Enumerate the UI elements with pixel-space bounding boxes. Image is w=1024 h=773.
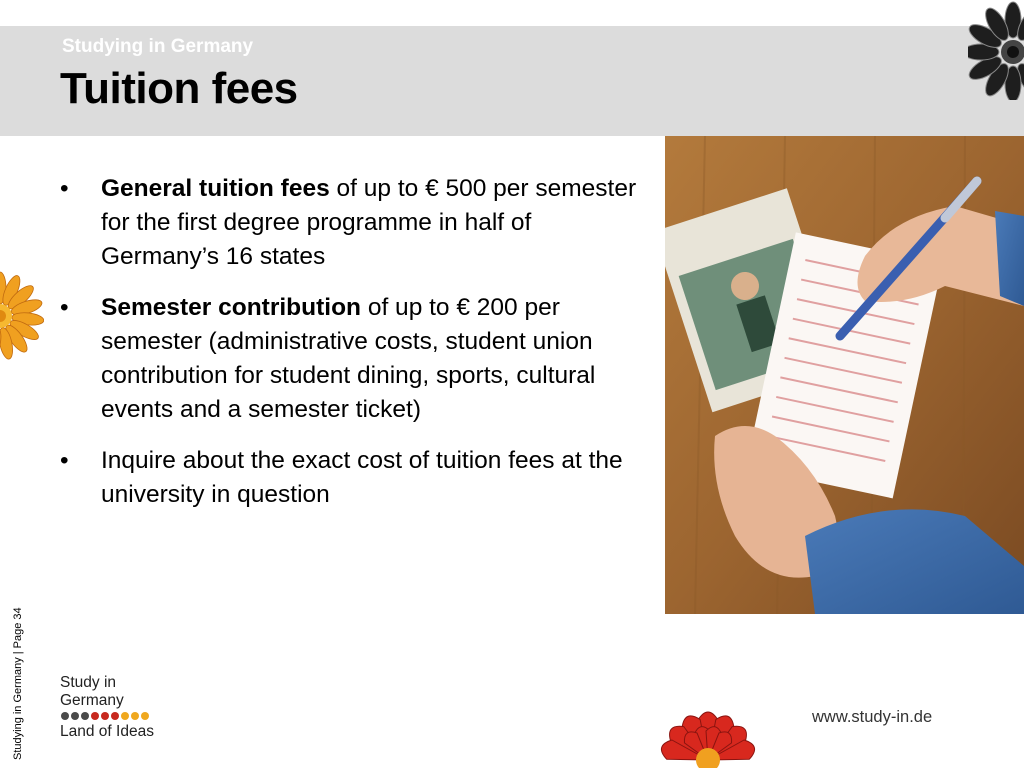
study-in-germany-logo	[60, 674, 170, 741]
list-item	[60, 291, 640, 427]
logo-dot	[81, 712, 89, 720]
logo-dot	[121, 712, 129, 720]
logo-line-2: Germany	[60, 692, 124, 709]
page-title: Tuition fees	[60, 64, 298, 113]
logo-dot	[71, 712, 79, 720]
photo-form-filling	[665, 136, 1024, 614]
bullet-text: Inquire about the exact cost of tuition fees at the university in question	[101, 447, 623, 508]
orange-flower-icon	[0, 268, 44, 373]
logo-dot	[91, 712, 99, 720]
black-flower-icon	[968, 0, 1024, 105]
bullet-list	[60, 172, 640, 529]
bullet-dot: •	[60, 447, 69, 474]
logo-dot	[111, 712, 119, 720]
logo-dots	[61, 712, 170, 720]
bullet-bold-text: General tuition fees	[101, 175, 330, 202]
red-flower-icon	[628, 690, 788, 773]
list-item	[60, 172, 640, 274]
logo-dot	[131, 712, 139, 720]
website-url: www.study-in.de	[812, 708, 933, 726]
logo-line-3: Land of Ideas	[60, 723, 154, 740]
section-kicker: Studying in Germany	[62, 36, 254, 57]
bullet-dot: •	[60, 294, 69, 321]
logo-dot	[141, 712, 149, 720]
bullet-dot: •	[60, 175, 69, 202]
list-item	[60, 444, 640, 512]
bullet-bold-text: Semester contribution	[101, 294, 362, 321]
page-number-label: Studying in Germany | Page 34	[12, 607, 24, 760]
logo-dot	[61, 712, 69, 720]
bullet-text: of up to € 200 per semester (administrative costs, student union contribution for student dining, sports, cultural events and a semester ticket)	[101, 294, 596, 423]
logo-dot	[101, 712, 109, 720]
bullet-text: of up to € 500 per semester for the first degree programme in half of Germany’s 16 states	[101, 175, 637, 270]
logo-line-1: Study in	[60, 674, 117, 691]
